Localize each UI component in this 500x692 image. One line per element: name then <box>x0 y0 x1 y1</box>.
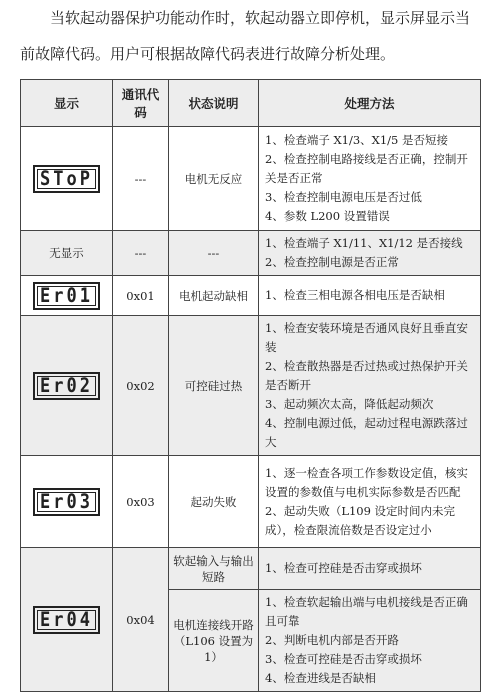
lcd-display: Er04 <box>33 606 100 634</box>
status-cell: 起动失败 <box>169 456 259 548</box>
intro-line-1: 当软起动器保护功能动作时，软起动器立即停机，显示屏显示当 <box>50 9 471 27</box>
method-item: 1、检查三相电源各相电压是否缺相 <box>265 288 445 302</box>
lcd-display: Er02 <box>33 372 100 400</box>
method-item: 2、判断电机内部是否开路 <box>265 633 399 647</box>
method-item: 4、参数 L200 设置错误 <box>265 209 390 223</box>
method-item: 3、检查可控硅是否击穿或损坏 <box>265 652 422 666</box>
method-item: 2、检查控制电路接线是否正确，控制开关是否正常 <box>265 152 468 185</box>
method-item: 1、逐一检查各项工作参数设定值，核实设置的参数值与电机实际参数是否匹配 <box>265 465 468 499</box>
status-cell: 软起输入与输出短路 <box>169 548 259 590</box>
method-item: 1、检查可控硅是否击穿或损坏 <box>265 561 422 575</box>
status-cell: --- <box>169 231 259 276</box>
method-item: 2、起动失败（L109 设定时间内未完成），检查限流倍数是否设定过小 <box>265 503 456 537</box>
method-item: 4、控制电源过低，起动过程电源跌落过大 <box>265 416 468 449</box>
header-display: 显示 <box>21 80 113 127</box>
method-cell <box>259 548 481 590</box>
table-row <box>21 127 481 231</box>
status-cell: 可控硅过热 <box>169 316 259 456</box>
display-cell <box>21 316 113 456</box>
header-code: 通讯代码 <box>113 80 169 127</box>
table-row <box>21 231 481 276</box>
intro-line-2: 前故障代码。用户可根据故障代码表进行故障分析处理。 <box>20 45 396 63</box>
table-row <box>21 316 481 456</box>
display-cell <box>21 456 113 548</box>
code-cell: 0x04 <box>113 548 169 692</box>
method-item: 2、检查控制电源是否正常 <box>265 255 399 269</box>
header-method: 处理方法 <box>259 80 481 127</box>
method-item: 3、检查控制电源电压是否过低 <box>265 190 422 204</box>
code-cell: --- <box>113 127 169 231</box>
status-cell: 电机连接线开路（L106 设置为 1） <box>169 590 259 692</box>
status-cell: 电机无反应 <box>169 127 259 231</box>
code-cell: 0x02 <box>113 316 169 456</box>
table-row <box>21 276 481 316</box>
table-row <box>21 548 481 590</box>
status-cell: 电机起动缺相 <box>169 276 259 316</box>
method-item: 1、检查端子 X1/11、X1/12 是否接线 <box>265 236 463 250</box>
display-cell <box>21 127 113 231</box>
method-item: 1、检查端子 X1/3、X1/5 是否短接 <box>265 133 449 147</box>
table-header-row <box>21 80 481 127</box>
method-cell <box>259 590 481 692</box>
method-cell <box>259 231 481 276</box>
display-cell <box>21 548 113 692</box>
method-item: 1、检查软起输出端与电机接线是否正确且可靠 <box>265 595 468 628</box>
method-item: 2、检查散热器是否过热或过热保护开关是否断开 <box>265 359 468 392</box>
method-cell <box>259 456 481 548</box>
lcd-display: Er01 <box>33 282 100 310</box>
code-cell: --- <box>113 231 169 276</box>
code-cell: 0x01 <box>113 276 169 316</box>
intro-text <box>20 0 482 72</box>
table-row <box>21 456 481 548</box>
method-item: 1、检查安装环境是否通风良好且垂直安装 <box>265 321 468 354</box>
display-cell: 无显示 <box>21 231 113 276</box>
display-cell <box>21 276 113 316</box>
method-item: 3、起动频次太高，降低起动频次 <box>265 397 434 411</box>
lcd-display: SToP <box>33 165 100 193</box>
fault-code-table <box>20 79 481 692</box>
code-cell: 0x03 <box>113 456 169 548</box>
method-cell <box>259 316 481 456</box>
method-cell <box>259 127 481 231</box>
method-item: 4、检查进线是否缺相 <box>265 671 376 685</box>
method-cell <box>259 276 481 316</box>
header-status: 状态说明 <box>169 80 259 127</box>
lcd-display: Er03 <box>33 488 100 516</box>
